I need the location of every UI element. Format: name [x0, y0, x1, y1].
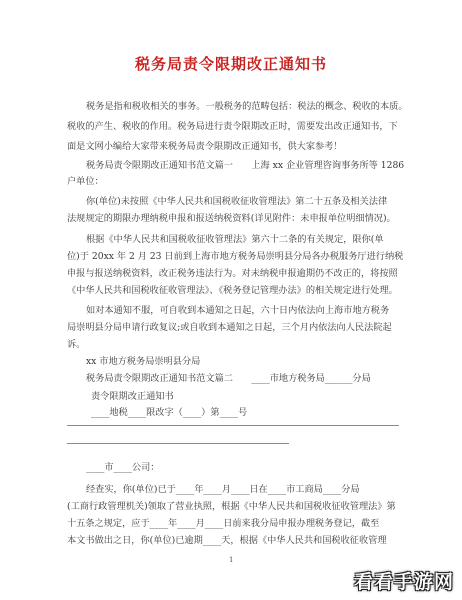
- body-line: 局崇明县分局申请行政复议;或自收到本通知之日起，三个月内依法向人民法院起: [67, 322, 392, 333]
- body-line: ____市____公司：: [86, 462, 160, 473]
- body-line: 税收的产生、税收的作用。税务局进行责令限期改正时，需要发出改正通知书，下: [67, 121, 398, 132]
- body-line: xx 市地方税务局崇明县分局: [86, 356, 201, 367]
- body-line: ____地税____限改字（____）第____号: [91, 407, 248, 418]
- body-line: 户单位：: [67, 176, 104, 187]
- body-line: 根据《中华人民共和国税收征收管理法》第六十二条的有关规定，限你(单: [86, 234, 384, 245]
- horizontal-rule: [67, 443, 289, 444]
- body-line: 位)于 20xx 年 2 月 23 日前到上海市地方税务局崇明县分局各办税服务厅进行纳税: [67, 251, 404, 262]
- horizontal-rule: [67, 425, 399, 426]
- site-watermark-logo: 看看手游网: [353, 570, 454, 593]
- body-line: 税务局责令限期改正通知书范文篇一 上海 xx 企业管理咨询事务所等 1286: [86, 160, 405, 171]
- body-line: 经查实，你(单位)已于____年____月____日在____市工商局____分局: [86, 484, 360, 495]
- body-line: 税务局责令限期改正通知书范文篇二 ____市地方税务局______分局: [86, 373, 371, 384]
- document-title: 税务局责令限期改正通知书: [134, 55, 327, 73]
- body-line: 责令限期改正通知书: [91, 391, 174, 402]
- body-line: 本文书做出之日，你(单位)已逾期____天，根据《中华人民共和国税收征收管理: [67, 535, 387, 546]
- body-line: 诉。: [67, 339, 86, 350]
- body-line: 你(单位)未按照《中华人民共和国税收征收管理法》第二十五条及相关法律: [86, 196, 388, 207]
- body-line: 如对本通知不服，可自收到本通知之日起，六十日内依法向上海市地方税务: [86, 305, 390, 316]
- page-number: 1: [229, 556, 234, 564]
- body-line: 十五条之规定，应于____年____月____日前来我分局申报办理税务登记，截至: [67, 518, 380, 529]
- body-line: 面是文网小编给大家带来税务局责令限期改正通知书，供大家参考！: [67, 141, 343, 152]
- body-line: 税务是指和税收相关的事务。一般税务的范畴包括：税法的概念、税收的本质。: [86, 101, 408, 112]
- body-line: (工商行政管理机关)领取了营业执照，根据《中华人民共和国税收征收管理法》第: [67, 501, 396, 512]
- body-line: 法规规定的期限办理纳税申报和报送纳税资料(详见附件：未申报单位明细情况)。: [67, 213, 396, 224]
- body-line: 申报与报送纳税资料，改正税务违法行为。对未纳税申报逾期仍不改正的，将按照: [67, 268, 398, 279]
- body-line: 《中华人民共和国税收征收管理法》、《税务登记管理办法》的相关规定进行处理。: [67, 285, 398, 296]
